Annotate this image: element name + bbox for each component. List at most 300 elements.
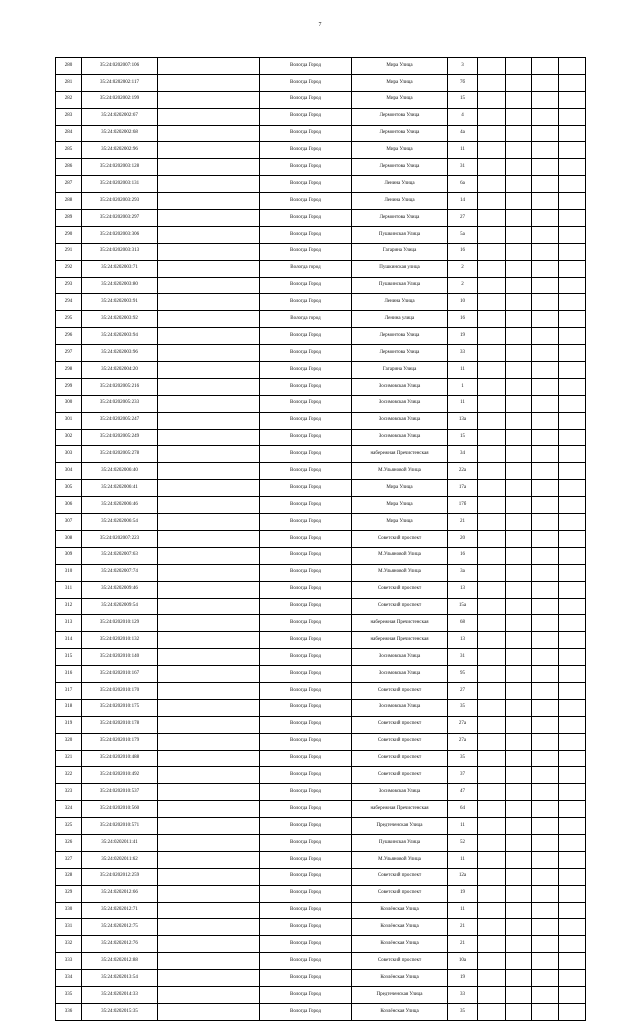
locality-cell: Вологда Город	[260, 767, 352, 784]
empty-cell	[559, 953, 586, 970]
cadastral-number-cell: 35:24:0202012:66	[82, 885, 158, 902]
empty-cell	[506, 682, 532, 699]
house-number-cell: 64	[448, 801, 478, 818]
cadastral-number-cell: 35:24:0202009:54	[82, 598, 158, 615]
empty-cell	[158, 530, 260, 547]
empty-cell	[158, 311, 260, 328]
table-row	[56, 649, 586, 666]
cadastral-number-cell: 35:24:0202003:131	[82, 176, 158, 193]
street-cell: Козлёнская Улица	[352, 1003, 448, 1020]
street-cell: Ленина Улица	[352, 294, 448, 311]
house-number-cell: 10	[448, 294, 478, 311]
locality-cell: Вологда Город	[260, 159, 352, 176]
empty-cell	[532, 159, 559, 176]
house-number-cell: 13	[448, 581, 478, 598]
empty-cell	[506, 801, 532, 818]
street-cell: Советский проспект	[352, 581, 448, 598]
empty-cell	[559, 649, 586, 666]
empty-cell	[158, 463, 260, 480]
empty-cell	[506, 429, 532, 446]
empty-cell	[478, 395, 506, 412]
empty-cell	[532, 767, 559, 784]
empty-cell	[506, 446, 532, 463]
locality-cell: Вологда Город	[260, 108, 352, 125]
row-number-cell: 330	[56, 902, 82, 919]
empty-cell	[506, 176, 532, 193]
empty-cell	[506, 159, 532, 176]
table-row	[56, 74, 586, 91]
cadastral-number-cell: 35:24:0202003:91	[82, 294, 158, 311]
empty-cell	[506, 142, 532, 159]
empty-cell	[559, 868, 586, 885]
table-row	[56, 547, 586, 564]
row-number-cell: 296	[56, 328, 82, 345]
empty-cell	[532, 514, 559, 531]
empty-cell	[559, 632, 586, 649]
cadastral-number-cell: 35:24:0202010:140	[82, 649, 158, 666]
empty-cell	[478, 1003, 506, 1020]
empty-cell	[158, 176, 260, 193]
empty-cell	[158, 91, 260, 108]
empty-cell	[559, 834, 586, 851]
house-number-cell: 6а	[448, 176, 478, 193]
locality-cell: Вологда Город	[260, 716, 352, 733]
street-cell: Пушкинская улица	[352, 260, 448, 277]
empty-cell	[506, 547, 532, 564]
house-number-cell: 27	[448, 682, 478, 699]
locality-cell: Вологда Город	[260, 91, 352, 108]
cadastral-number-cell: 35:24:0202010:167	[82, 666, 158, 683]
row-number-cell: 282	[56, 91, 82, 108]
cadastral-number-cell: 35:24:0202012:76	[82, 936, 158, 953]
house-number-cell: 47	[448, 784, 478, 801]
street-cell: Лермонтова Улица	[352, 108, 448, 125]
table-row	[56, 277, 586, 294]
empty-cell	[532, 210, 559, 227]
empty-cell	[158, 362, 260, 379]
empty-cell	[478, 142, 506, 159]
row-number-cell: 324	[56, 801, 82, 818]
table-row	[56, 885, 586, 902]
table-row	[56, 328, 586, 345]
house-number-cell: 13	[448, 632, 478, 649]
table-row	[56, 497, 586, 514]
empty-cell	[559, 885, 586, 902]
empty-cell	[506, 362, 532, 379]
table-row	[56, 801, 586, 818]
table-row	[56, 632, 586, 649]
cadastral-number-cell: 35:24:0202007:63	[82, 547, 158, 564]
row-number-cell: 299	[56, 378, 82, 395]
house-number-cell: 14	[448, 193, 478, 210]
row-number-cell: 280	[56, 58, 82, 75]
locality-cell: Вологда Город	[260, 1003, 352, 1020]
locality-cell: Вологда Город	[260, 378, 352, 395]
empty-cell	[559, 210, 586, 227]
street-cell: Лермонтова Улица	[352, 125, 448, 142]
empty-cell	[559, 226, 586, 243]
empty-cell	[559, 564, 586, 581]
empty-cell	[158, 193, 260, 210]
empty-cell	[478, 919, 506, 936]
empty-cell	[506, 530, 532, 547]
empty-cell	[158, 784, 260, 801]
table-row	[56, 868, 586, 885]
empty-cell	[158, 429, 260, 446]
empty-cell	[559, 429, 586, 446]
table-row	[56, 260, 586, 277]
cadastral-number-cell: 35:24:0202003:94	[82, 328, 158, 345]
house-number-cell: 15	[448, 429, 478, 446]
empty-cell	[532, 226, 559, 243]
empty-cell	[478, 463, 506, 480]
empty-cell	[506, 666, 532, 683]
cadastral-number-cell: 35:24:0202010:537	[82, 784, 158, 801]
cadastral-number-cell: 35:24:0202003:96	[82, 345, 158, 362]
cadastral-number-cell: 35:24:0202011:41	[82, 834, 158, 851]
empty-cell	[158, 953, 260, 970]
empty-cell	[158, 497, 260, 514]
house-number-cell: 21	[448, 936, 478, 953]
locality-cell: Вологда Город	[260, 243, 352, 260]
empty-cell	[478, 868, 506, 885]
house-number-cell: 20	[448, 530, 478, 547]
row-number-cell: 281	[56, 74, 82, 91]
empty-cell	[532, 362, 559, 379]
street-cell: Мира Улица	[352, 514, 448, 531]
row-number-cell: 302	[56, 429, 82, 446]
table-row	[56, 311, 586, 328]
table-row	[56, 767, 586, 784]
empty-cell	[559, 58, 586, 75]
house-number-cell: 21	[448, 919, 478, 936]
empty-cell	[532, 91, 559, 108]
empty-cell	[158, 936, 260, 953]
cadastral-number-cell: 35:24:0202002:67	[82, 108, 158, 125]
house-number-cell: 16	[448, 311, 478, 328]
empty-cell	[506, 716, 532, 733]
empty-cell	[158, 868, 260, 885]
cadastral-number-cell: 35:24:0202010:178	[82, 716, 158, 733]
row-number-cell: 334	[56, 970, 82, 987]
locality-cell: Вологда Город	[260, 226, 352, 243]
house-number-cell: 35	[448, 1003, 478, 1020]
empty-cell	[532, 632, 559, 649]
empty-cell	[478, 632, 506, 649]
locality-cell: Вологда Город	[260, 480, 352, 497]
empty-cell	[506, 277, 532, 294]
empty-cell	[158, 699, 260, 716]
empty-cell	[559, 514, 586, 531]
empty-cell	[158, 801, 260, 818]
empty-cell	[158, 243, 260, 260]
cadastral-number-cell: 35:24:0202006:54	[82, 514, 158, 531]
empty-cell	[158, 328, 260, 345]
house-number-cell: 31	[448, 649, 478, 666]
locality-cell: Вологда Город	[260, 818, 352, 835]
empty-cell	[506, 497, 532, 514]
table-row	[56, 294, 586, 311]
empty-cell	[478, 159, 506, 176]
table-row	[56, 378, 586, 395]
row-number-cell: 329	[56, 885, 82, 902]
house-number-cell: 31	[448, 159, 478, 176]
cadastral-number-cell: 35:24:0202005:233	[82, 395, 158, 412]
empty-cell	[158, 919, 260, 936]
cadastral-number-cell: 35:24:0202012:71	[82, 902, 158, 919]
table-row	[56, 429, 586, 446]
empty-cell	[158, 74, 260, 91]
street-cell: Зосимовская Улица	[352, 395, 448, 412]
empty-cell	[559, 176, 586, 193]
street-cell: Лермонтова Улица	[352, 345, 448, 362]
empty-cell	[158, 682, 260, 699]
empty-cell	[559, 666, 586, 683]
empty-cell	[559, 91, 586, 108]
street-cell: Зосимовская Улица	[352, 429, 448, 446]
empty-cell	[532, 986, 559, 1003]
locality-cell: Вологда Город	[260, 514, 352, 531]
empty-cell	[158, 615, 260, 632]
empty-cell	[532, 733, 559, 750]
empty-cell	[506, 328, 532, 345]
empty-cell	[478, 851, 506, 868]
street-cell: Советский проспект	[352, 885, 448, 902]
row-number-cell: 309	[56, 547, 82, 564]
locality-cell: Вологда Город	[260, 834, 352, 851]
cadastral-number-cell: 35:24:0202010:179	[82, 733, 158, 750]
locality-cell: Вологда Город	[260, 395, 352, 412]
empty-cell	[478, 378, 506, 395]
locality-cell: Вологда Город	[260, 851, 352, 868]
empty-cell	[158, 412, 260, 429]
table-row	[56, 919, 586, 936]
empty-cell	[478, 936, 506, 953]
row-number-cell: 326	[56, 834, 82, 851]
empty-cell	[559, 125, 586, 142]
locality-cell: Вологда Город	[260, 210, 352, 227]
locality-cell: Вологда Город	[260, 345, 352, 362]
empty-cell	[532, 851, 559, 868]
empty-cell	[478, 767, 506, 784]
empty-cell	[559, 294, 586, 311]
row-number-cell: 333	[56, 953, 82, 970]
empty-cell	[506, 733, 532, 750]
cadastral-number-cell: 35:24:0202010:492	[82, 767, 158, 784]
locality-cell: Вологда Город	[260, 733, 352, 750]
table-row	[56, 716, 586, 733]
empty-cell	[478, 598, 506, 615]
street-cell: Козлёнская Улица	[352, 902, 448, 919]
empty-cell	[158, 750, 260, 767]
house-number-cell: 11	[448, 362, 478, 379]
street-cell: Зосимовская Улица	[352, 378, 448, 395]
empty-cell	[506, 986, 532, 1003]
cadastral-number-cell: 35:24:0202010:571	[82, 818, 158, 835]
empty-cell	[559, 108, 586, 125]
empty-cell	[532, 682, 559, 699]
locality-cell: Вологда Город	[260, 193, 352, 210]
cadastral-number-cell: 35:24:0202007:223	[82, 530, 158, 547]
empty-cell	[478, 649, 506, 666]
empty-cell	[532, 480, 559, 497]
house-number-cell: 5а	[448, 226, 478, 243]
empty-cell	[478, 818, 506, 835]
empty-cell	[506, 463, 532, 480]
empty-cell	[506, 514, 532, 531]
house-number-cell: 12а	[448, 868, 478, 885]
empty-cell	[559, 986, 586, 1003]
street-cell: М.Ульяновой Улица	[352, 463, 448, 480]
row-number-cell: 292	[56, 260, 82, 277]
locality-cell: Вологда Город	[260, 294, 352, 311]
cadastral-number-cell: 35:24:0202013:54	[82, 970, 158, 987]
street-cell: Советский проспект	[352, 767, 448, 784]
empty-cell	[158, 108, 260, 125]
street-cell: Зосимовская Улица	[352, 412, 448, 429]
empty-cell	[506, 953, 532, 970]
street-cell: Лермонтова Улица	[352, 210, 448, 227]
house-number-cell: 27а	[448, 733, 478, 750]
empty-cell	[559, 547, 586, 564]
house-number-cell: 17б	[448, 497, 478, 514]
cadastral-number-cell: 35:24:0202005:216	[82, 378, 158, 395]
row-number-cell: 285	[56, 142, 82, 159]
house-number-cell: 1	[448, 378, 478, 395]
empty-cell	[506, 1003, 532, 1020]
table-row	[56, 480, 586, 497]
street-cell: Советский проспект	[352, 682, 448, 699]
cadastral-number-cell: 35:24:0202010:488	[82, 750, 158, 767]
table-row	[56, 125, 586, 142]
locality-cell: Вологда Город	[260, 649, 352, 666]
empty-cell	[532, 530, 559, 547]
row-number-cell: 323	[56, 784, 82, 801]
locality-cell: Вологда Город	[260, 328, 352, 345]
empty-cell	[506, 395, 532, 412]
empty-cell	[559, 784, 586, 801]
empty-cell	[559, 142, 586, 159]
empty-cell	[158, 986, 260, 1003]
empty-cell	[506, 480, 532, 497]
cadastral-number-cell: 35:24:0202006:40	[82, 463, 158, 480]
empty-cell	[158, 226, 260, 243]
table-row	[56, 91, 586, 108]
house-number-cell: 37	[448, 767, 478, 784]
table-row	[56, 226, 586, 243]
empty-cell	[158, 378, 260, 395]
row-number-cell: 327	[56, 851, 82, 868]
empty-cell	[478, 277, 506, 294]
table-row	[56, 176, 586, 193]
empty-cell	[478, 801, 506, 818]
empty-cell	[506, 767, 532, 784]
locality-cell: Вологда Город	[260, 581, 352, 598]
empty-cell	[532, 716, 559, 733]
street-cell: набережная Пречистенская	[352, 801, 448, 818]
locality-cell: Вологда город	[260, 311, 352, 328]
cadastral-number-cell: 35:24:0202006:41	[82, 480, 158, 497]
row-number-cell: 305	[56, 480, 82, 497]
empty-cell	[478, 311, 506, 328]
locality-cell: Вологда Город	[260, 615, 352, 632]
cadastral-number-cell: 35:24:0202005:247	[82, 412, 158, 429]
empty-cell	[532, 885, 559, 902]
empty-cell	[532, 750, 559, 767]
property-register-table	[55, 57, 586, 1021]
empty-cell	[506, 564, 532, 581]
empty-cell	[559, 936, 586, 953]
table-row	[56, 345, 586, 362]
locality-cell: Вологда Город	[260, 919, 352, 936]
cadastral-number-cell: 35:24:0202010:175	[82, 699, 158, 716]
empty-cell	[478, 530, 506, 547]
house-number-cell: 16	[448, 547, 478, 564]
row-number-cell: 287	[56, 176, 82, 193]
street-cell: Гагарина Улица	[352, 362, 448, 379]
empty-cell	[478, 362, 506, 379]
empty-cell	[158, 632, 260, 649]
empty-cell	[559, 395, 586, 412]
table-row	[56, 750, 586, 767]
row-number-cell: 332	[56, 936, 82, 953]
empty-cell	[532, 311, 559, 328]
empty-cell	[158, 666, 260, 683]
empty-cell	[559, 362, 586, 379]
house-number-cell: 3а	[448, 564, 478, 581]
street-cell: Зосимовская Улица	[352, 666, 448, 683]
page-number: 7	[318, 22, 322, 28]
street-cell: Козлёнская Улица	[352, 970, 448, 987]
empty-cell	[532, 277, 559, 294]
empty-cell	[559, 530, 586, 547]
empty-cell	[532, 936, 559, 953]
locality-cell: Вологда Город	[260, 176, 352, 193]
empty-cell	[532, 429, 559, 446]
table-row	[56, 953, 586, 970]
locality-cell: Вологда Город	[260, 801, 352, 818]
empty-cell	[158, 547, 260, 564]
row-number-cell: 301	[56, 412, 82, 429]
street-cell: Гагарина Улица	[352, 243, 448, 260]
locality-cell: Вологда Город	[260, 497, 352, 514]
empty-cell	[506, 345, 532, 362]
empty-cell	[158, 58, 260, 75]
house-number-cell: 15а	[448, 598, 478, 615]
empty-cell	[559, 412, 586, 429]
cadastral-number-cell: 35:24:0202006:46	[82, 497, 158, 514]
street-cell: набережная Пречистенская	[352, 446, 448, 463]
empty-cell	[559, 598, 586, 615]
empty-cell	[559, 328, 586, 345]
locality-cell: Вологда Город	[260, 125, 352, 142]
row-number-cell: 320	[56, 733, 82, 750]
table-row	[56, 412, 586, 429]
empty-cell	[478, 885, 506, 902]
empty-cell	[506, 919, 532, 936]
street-cell: Советский проспект	[352, 598, 448, 615]
house-number-cell: 2	[448, 260, 478, 277]
house-number-cell: 33	[448, 986, 478, 1003]
empty-cell	[478, 193, 506, 210]
empty-cell	[478, 581, 506, 598]
street-cell: Лермонтова Улица	[352, 328, 448, 345]
table-row	[56, 530, 586, 547]
row-number-cell: 321	[56, 750, 82, 767]
street-cell: Пушкинская Улица	[352, 834, 448, 851]
house-number-cell: 27а	[448, 716, 478, 733]
empty-cell	[158, 716, 260, 733]
